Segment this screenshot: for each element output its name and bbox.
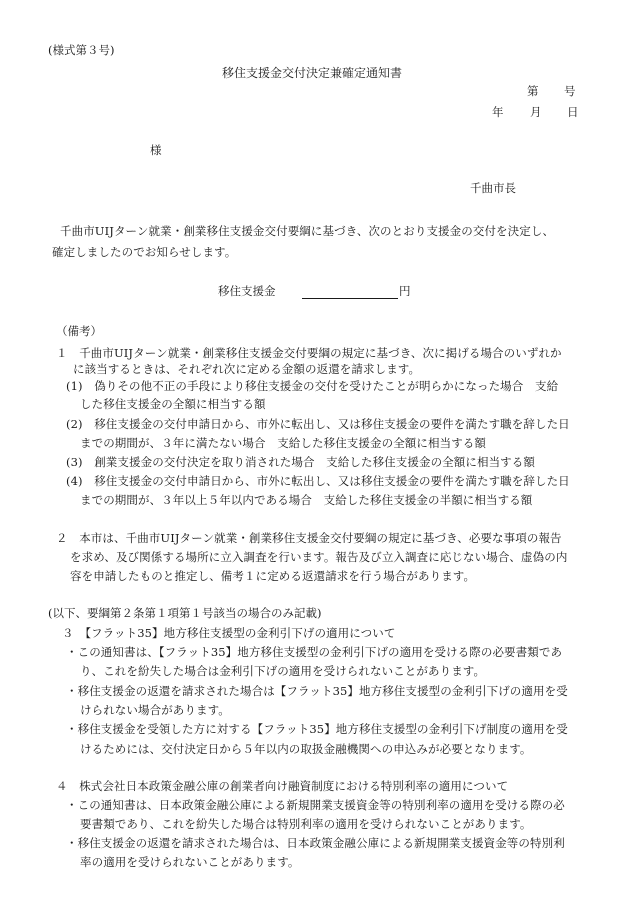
item3-bullet-3-line-2: けるためには、交付決定日から５年以内の取扱金融機関への申込みが必要となります。 <box>80 742 532 756</box>
sub-item-2-line-2: までの期間が、３年に満たない場合 支給した移住支援金の全額に相当する額 <box>80 436 486 450</box>
sub-item-4-line-2: までの期間が、３年以上５年以内である場合 支給した移住支援金の半額に相当する額 <box>80 493 533 507</box>
date-year: 年 <box>492 105 504 119</box>
intro-line-2: 確定しましたのでお知らせします。 <box>52 245 237 259</box>
item2-line-3: 容を申請したものと推定し、備考１に定める返還請求を行う場合があります。 <box>70 569 476 583</box>
item3-bullet-2-line-1: ・移住支援金の返還を請求された場合は【フラット35】地方移住支援型の金利引下げの適用を受 <box>66 684 568 698</box>
item1-line-1: １ 千曲市UIJターン就業・創業移住支援金交付要綱の規定に基づき、次に掲げる場合のいずれか <box>56 346 562 360</box>
item3-heading: ３ 【フラット35】地方移住支援型の金利引下げの適用について <box>62 626 396 640</box>
item3-bullet-2-line-2: けられない場合があります。 <box>80 703 230 717</box>
doc-number-go: 号 <box>564 84 576 98</box>
amount-label: 移住支援金 <box>218 284 276 298</box>
item2-line-1: ２ 本市は、千曲市UIJターン就業・創業移住支援金交付要綱の規定に基づき、必要な事項の報告 <box>56 531 562 545</box>
remarks-heading: （備考） <box>56 324 102 338</box>
item4-bullet-2-line-2: 率の適用を受けられないことがあります。 <box>80 855 300 869</box>
sub-item-2-line-1: (2) 移住支援金の交付申請日から、市外に転出し、又は移住支援金の要件を満たす職を辞した日 <box>66 417 570 431</box>
sub-item-4-line-1: (4) 移住支援金の交付申請日から、市外に転出し、又は移住支援金の要件を満たす職を辞した日 <box>66 474 570 488</box>
sub-item-1-line-2: した移住支援金の全額に相当する額 <box>80 397 266 411</box>
item4-bullet-1-line-2: 要書類であり、これを紛失した場合は特別利率の適用を受けられないことがあります。 <box>80 817 532 831</box>
issuer-name: 千曲市長 <box>470 181 516 195</box>
amount-blank-line <box>302 298 398 299</box>
date-day: 日 <box>567 105 579 119</box>
item3-bullet-3-line-1: ・移住支援金を受領した方に対する【フラット35】地方移住支援型の金利引下げ制度の適用を受 <box>66 722 568 736</box>
sub-item-3: (3) 創業支援金の交付決定を取り消された場合 支給した移住支援金の全額に相当する額 <box>66 455 535 469</box>
sub-item-1-line-1: (1) 偽りその他不正の手段により移住支援金の交付を受けたことが明らかになった場合 支給 <box>66 379 559 393</box>
item3-bullet-1-line-1: ・この通知書は、【フラット35】地方移住支援型の金利引下げの適用を受ける際の必要書類であ <box>66 645 563 659</box>
recipient-suffix: 様 <box>150 143 162 157</box>
conditional-note: (以下、要綱第２条第１項第１号該当の場合のみ記載) <box>48 606 322 620</box>
item3-bullet-1-line-2: り、これを紛失した場合は金利引下げの適用を受けられないことがあります。 <box>80 664 486 678</box>
item4-heading: ４ 株式会社日本政策金融公庫の創業者向け融資制度における特別利率の適用について <box>56 779 509 793</box>
item4-bullet-1-line-1: ・この通知書は、日本政策金融公庫による新規開業支援資金等の特別利率の適用を受ける際の必 <box>66 798 565 812</box>
item1-line-2: に該当するときは、それぞれ次に定める金額の返還を請求します。 <box>73 362 421 376</box>
form-number: (様式第３号) <box>48 43 115 57</box>
item4-bullet-2-line-1: ・移住支援金の返還を請求された場合は、日本政策金融公庫による新規開業支援資金等の特別利 <box>66 836 565 850</box>
amount-unit: 円 <box>399 284 411 298</box>
intro-line-1: 千曲市UIJターン就業・創業移住支援金交付要綱に基づき、次のとおり支援金の交付を決定し、 <box>60 224 555 238</box>
item2-line-2: を求め、及び関係する場所に立入調査を行います。報告及び立入調査に応じない場合、虚偽の内 <box>70 550 568 564</box>
date-month: 月 <box>530 105 542 119</box>
document-title: 移住支援金交付決定兼確定通知書 <box>222 66 403 80</box>
doc-number-dai: 第 <box>527 84 539 98</box>
